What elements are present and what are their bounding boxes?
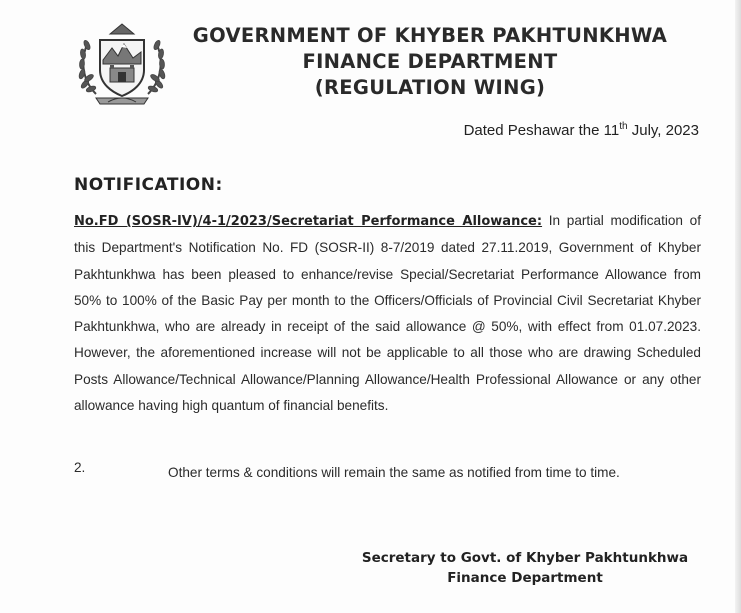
signature-department: Finance Department: [447, 570, 603, 586]
dated-prefix: Dated Peshawar the 11: [463, 122, 620, 139]
paragraph-number: 2.: [74, 460, 86, 475]
notification-reference: No.FD (SOSR-IV)/4-1/2023/Secretariat Performance Allowance:: [74, 214, 543, 229]
header-department: FINANCE DEPARTMENT: [302, 50, 558, 73]
header-government: GOVERNMENT OF KHYBER PAKHTUNKHWA: [192, 24, 668, 47]
notification-title: NOTIFICATION:: [74, 175, 223, 195]
dated-sup: th: [619, 121, 628, 132]
signature-title: Secretary to Govt. of Khyber Pakhtunkhwa: [361, 550, 689, 566]
notification-text: In partial modification of this Department's Notification No. FD (SOSR-II) 8-7/2019 dated 27.11.2019, Government of Khyber Pakhtunkhwa has been pleased to enhance/revise Special/Secretariat Performance Allowance from 50% to 100% of the Basic Pay per month to the Officers/Officials of Provincial Civil Secretariat Khyber Pakhtunkhwa, who are already in receipt of the said allowance @ 50%, with effect from 01.07.2023. However, the aforementioned increase will not be applicable to all those who are drawing Scheduled Posts Allowance/Technical Allowance/Planning Allowance/Health Professional Allowance or any other allowance having high quantum of financial benefits.: [74, 213, 702, 414]
page-edge: [735, 0, 741, 613]
dated-suffix: July, 2023: [627, 122, 699, 139]
paragraph-2-text: Other terms & conditions will remain the same as notified from time to time.: [168, 465, 620, 480]
header-wing: (REGULATION WING): [314, 76, 546, 99]
notification-body: [74, 208, 701, 419]
dated-line: [464, 121, 699, 139]
